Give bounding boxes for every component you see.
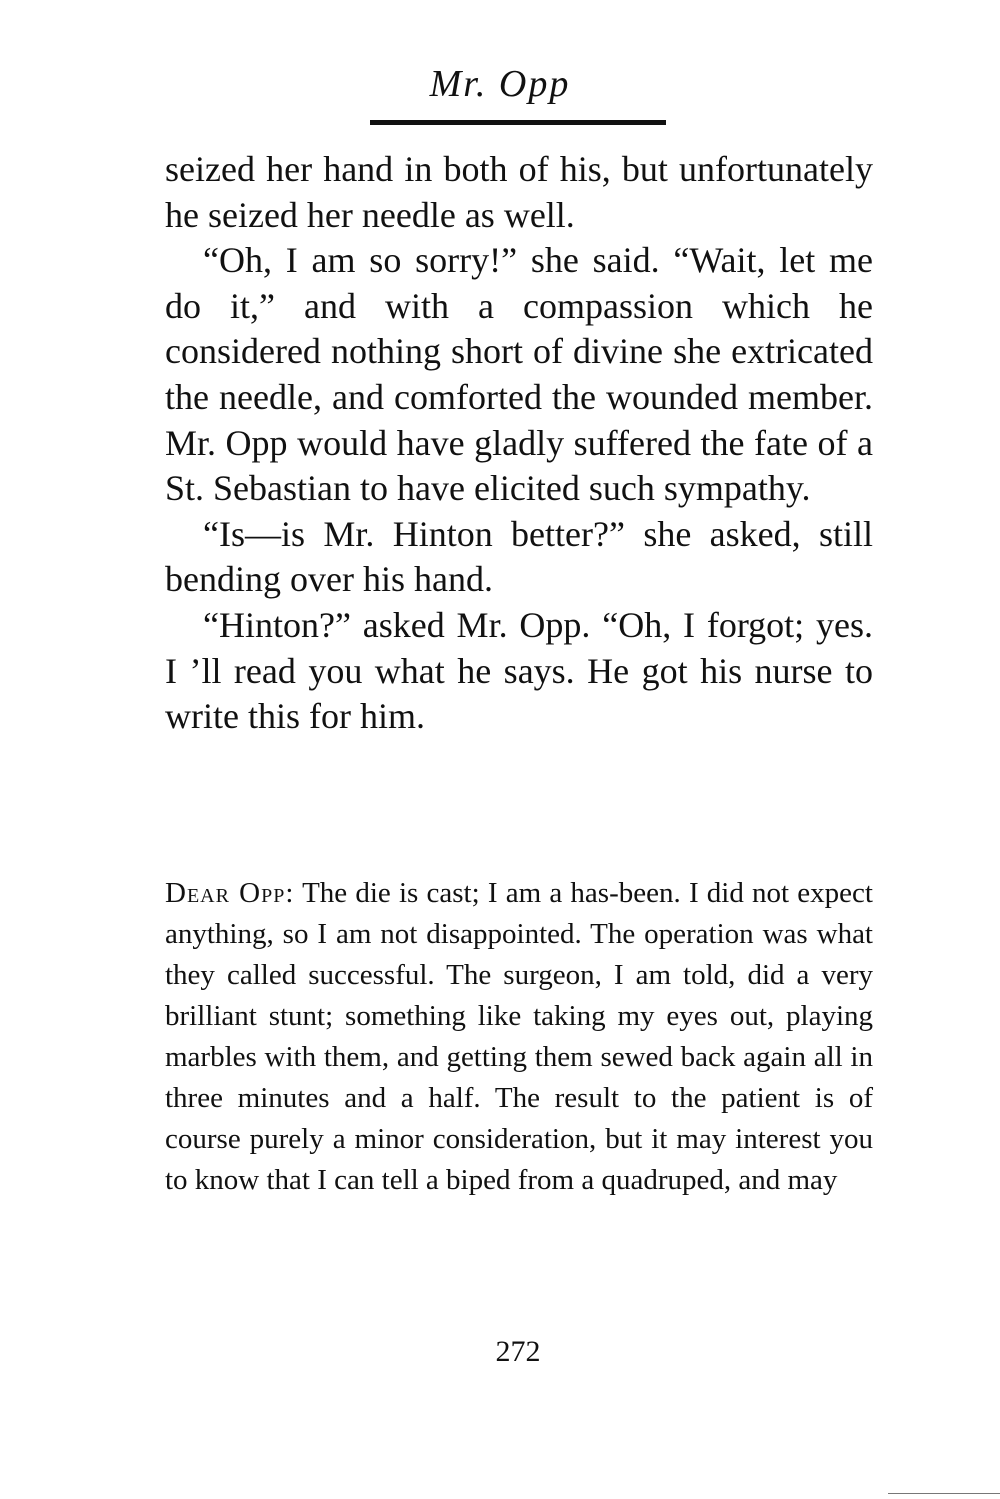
letter-text: The die is cast; I am a has-been. I did not expect anything, so I am not disappointed. The operation was what they called successful. The surgeon, I am told, did a very brilliant stunt; something like taking my eyes out, playing marbles with them, and getting them sewed back again all in three minutes and a half. The result to the patient is of course purely a minor consideration, but it may interest you to know that I can tell a biped from a quadruped, and may <box>165 877 873 1196</box>
paragraph-4: “Hinton?” asked Mr. Opp. “Oh, I forgot; yes. I ’ll read you what he says. He got his nurse to write this for him. <box>165 604 873 737</box>
header-rule <box>370 120 666 125</box>
paragraph-3: “Is—is Mr. Hinton better?” she asked, still bending over his hand. <box>165 513 873 600</box>
letter-block <box>165 873 873 1201</box>
page-number: 272 <box>495 1335 541 1368</box>
running-title: Mr. Opp <box>429 63 571 105</box>
letter-paragraph <box>165 873 873 1201</box>
letter-salutation: Dear Opp: <box>165 877 295 909</box>
paragraph-1: seized her hand in both of his, but unfortunately he seized her needle as well. <box>165 149 873 235</box>
paragraph-2: “Oh, I am so sorry!” she said. “Wait, let me do it,” and with a compassion which he considered nothing short of divine she extricated the needle, and comforted the wounded member. Mr. Opp would have gladly suffered the fate of a St. Sebastian to have elicited such sympathy. <box>165 240 873 509</box>
body-text <box>165 147 873 740</box>
scan-edge-mark <box>888 1493 1000 1494</box>
